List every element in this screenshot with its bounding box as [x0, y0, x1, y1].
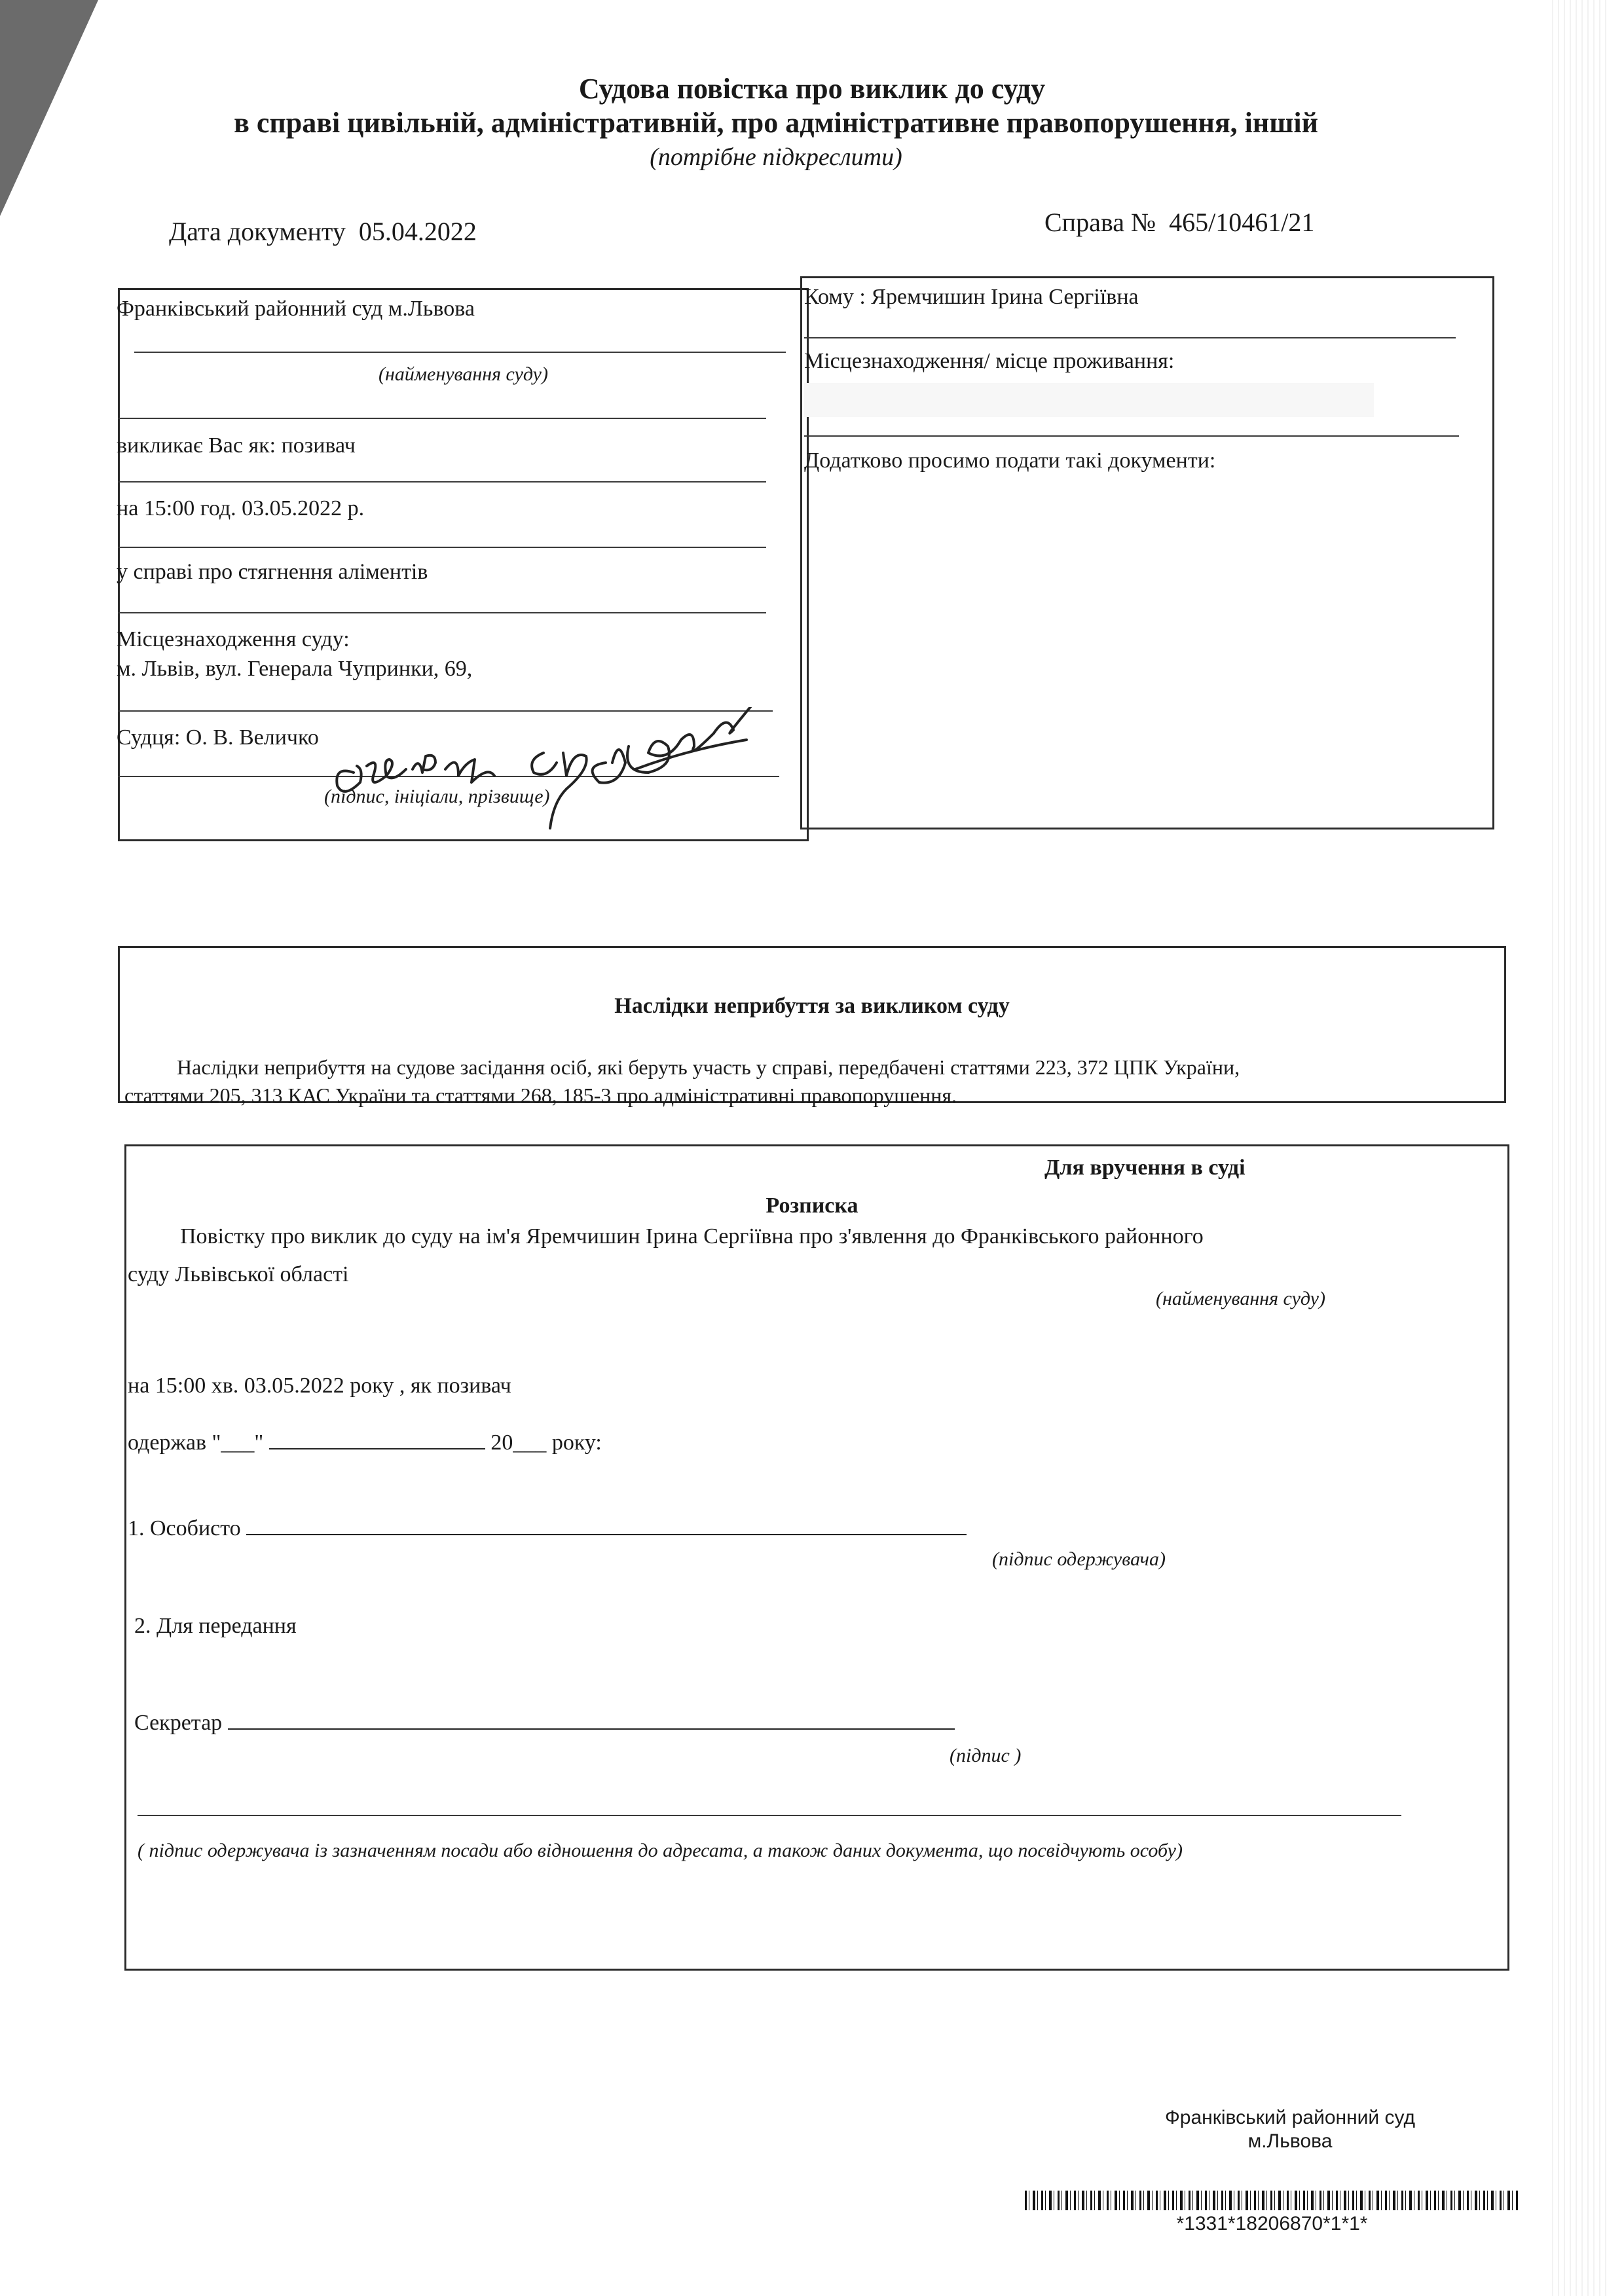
title-note: (потрібне підкреслити) [650, 143, 902, 171]
secretary-line [134, 1709, 955, 1736]
receipt-line-2: суду Львівської області [128, 1262, 349, 1286]
signature-caption: (підпис, ініціали, прізвище) [324, 786, 550, 807]
secretary-signature-blank[interactable] [228, 1709, 955, 1730]
consequences-box [118, 946, 1506, 1103]
consequences-heading: Наслідки неприбуття за викликом суду [614, 994, 1010, 1018]
case-subject: у справі про стягнення аліментів [117, 560, 428, 584]
case-value: 465/10461/21 [1169, 208, 1315, 237]
title-line-2: в справі цивільній, адміністративній, про адміністративне правопорушення, іншій [234, 107, 1318, 139]
receipt-line-1: Повістку про виклик до суду на ім'я Яремчишин Ірина Сергіївна про з'явлення до Франківського районного [180, 1224, 1204, 1248]
for-court-delivery: Для вручення в суді [1044, 1156, 1246, 1180]
title-line-1: Судова повістка про виклик до суду [578, 73, 1046, 105]
recipient-name: Кому : Яремчишин Ірина Сергіївна [804, 285, 1139, 309]
document-date [169, 216, 477, 247]
barcode-text: *1331*18206870*1*1* [1176, 2213, 1368, 2234]
transfer-label: 2. Для передання [134, 1614, 297, 1638]
secretary-caption: (підпис ) [950, 1745, 1022, 1766]
date-label: Дата документу [169, 217, 346, 246]
received-line [128, 1429, 602, 1455]
personally-caption: (підпис одержувача) [992, 1548, 1166, 1570]
handwritten-signature-icon [327, 707, 799, 838]
hearing-time: на 15:00 год. 03.05.2022 р. [117, 496, 365, 520]
date-value: 05.04.2022 [358, 217, 477, 246]
court-location-label: Місцезнаходження суду: [117, 627, 350, 651]
divider-1 [118, 418, 766, 419]
consequences-text-line-1: Наслідки неприбуття на судове засідання осіб, які беруть участь у справі, передбачені статтями 223, 372 ЦПК України, [177, 1055, 1240, 1079]
stamp-court-name: Франківський районний суд [1164, 2107, 1416, 2128]
recipient-line [804, 337, 1456, 338]
bottom-signature-line[interactable] [138, 1815, 1401, 1816]
stamp-city: м.Львова [1247, 2130, 1333, 2152]
receipt-time-line: на 15:00 хв. 03.05.2022 року , як позивач [128, 1374, 511, 1398]
receipt-court-caption: (найменування суду) [1156, 1288, 1325, 1309]
additional-documents: Додатково просимо подати такі документи: [804, 448, 1216, 473]
court-name: Франківський районний суд м.Львова [117, 297, 475, 321]
divider-3 [118, 547, 766, 548]
court-name-caption: (найменування суду) [378, 363, 548, 385]
case-label: Справа № [1044, 208, 1156, 237]
court-location-value: м. Львів, вул. Генерала Чупринки, 69, [117, 657, 473, 681]
received-prefix: одержав "___" [128, 1430, 264, 1455]
divider-2 [118, 481, 766, 483]
personally-line [128, 1514, 967, 1541]
redacted-address [804, 383, 1374, 417]
residence-label: Місцезнаходження/ місце проживання: [804, 349, 1175, 373]
court-name-line [134, 352, 786, 353]
receipt-heading: Розписка [766, 1194, 858, 1218]
personally-label: 1. Особисто [128, 1516, 241, 1540]
scan-streaks [1552, 0, 1611, 2296]
received-year: 20___ року: [490, 1430, 602, 1455]
divider-4 [118, 612, 766, 613]
consequences-text-line-2: статтями 205, 313 КАС України та статтями 268, 185-3 про адміністративні правопорушення. [124, 1084, 957, 1107]
barcode-icon [1025, 2191, 1519, 2210]
summons-as: викликає Вас як: позивач [117, 433, 356, 458]
secretary-label: Секретар [134, 1711, 223, 1735]
personally-signature-blank[interactable] [246, 1514, 967, 1535]
bottom-caption: ( підпис одержувача із зазначенням посади або відношення до адресата, а також даних документа, що посвідчують особу) [138, 1840, 1183, 1861]
residence-line [804, 435, 1459, 437]
case-number [1044, 207, 1314, 238]
received-date-blank[interactable] [269, 1429, 485, 1449]
judge-name: Судця: О. В. Величко [117, 725, 319, 750]
